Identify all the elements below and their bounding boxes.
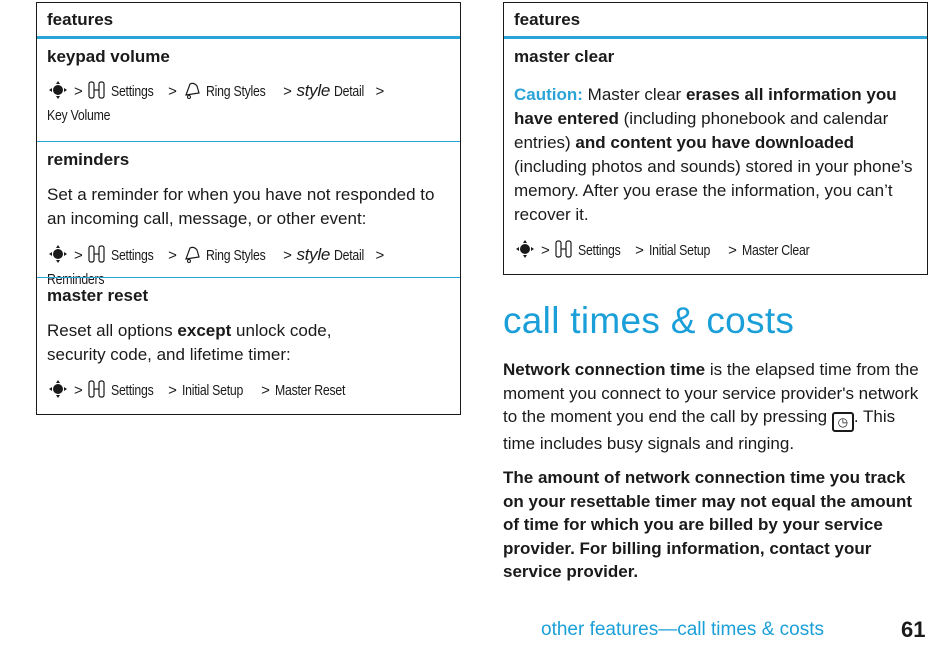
table-row-master-reset bbox=[37, 277, 460, 411]
row-description bbox=[47, 319, 367, 367]
desc-t3: (including photos and sounds) stored in your phone’s memory. After you erase the information, you can’t recover it. bbox=[514, 157, 913, 224]
path-detail: Detail bbox=[333, 247, 364, 264]
path-initial-setup: Initial Setup bbox=[181, 382, 243, 399]
path-master-clear: Master Clear bbox=[741, 242, 810, 259]
row-title: master clear bbox=[514, 47, 615, 66]
nav-key-icon bbox=[47, 81, 69, 99]
desc-t2: (including phonebook and calendar entries) bbox=[514, 109, 889, 152]
menu-path: > Settings > Ring Styles > style Detail >Reminders bbox=[47, 243, 450, 292]
path-settings: Settings bbox=[111, 382, 154, 399]
table-row-keypad-volume bbox=[37, 39, 460, 141]
settings-icon bbox=[87, 380, 107, 398]
nav-key-icon bbox=[47, 380, 69, 398]
menu-path: > Settings > Ring Styles > style Detail > Key Volume bbox=[47, 79, 450, 128]
path-settings: Settings bbox=[111, 247, 154, 264]
desc-bold: except bbox=[177, 321, 232, 340]
path-style: style bbox=[296, 81, 331, 100]
footer-section-label: other features—call times & costs bbox=[541, 619, 824, 640]
table-header: features bbox=[504, 3, 927, 39]
features-table-right bbox=[503, 2, 928, 275]
menu-path: > Settings > Initial Setup > Master Clear bbox=[514, 239, 917, 263]
path-detail: Detail bbox=[333, 83, 364, 100]
section-title: call times & costs bbox=[503, 300, 795, 341]
row-description bbox=[514, 83, 917, 227]
table-row-reminders bbox=[37, 141, 460, 288]
path-reminders: Reminders bbox=[47, 271, 105, 288]
path-ring-styles: Ring Styles bbox=[205, 247, 266, 264]
table-header: features bbox=[37, 3, 460, 39]
menu-path: > Settings > Initial Setup > Master Reset bbox=[47, 379, 450, 403]
p1-bold: Network connection time bbox=[503, 360, 706, 379]
row-title: master reset bbox=[47, 286, 149, 305]
ring-styles-icon bbox=[182, 81, 202, 99]
settings-icon bbox=[554, 240, 574, 258]
desc-b1: erases all information you have entered bbox=[514, 85, 897, 128]
row-description: Set a reminder for when you have not responded to an incoming call, message, or other event: bbox=[47, 185, 435, 228]
nav-key-icon bbox=[514, 240, 536, 258]
path-initial-setup: Initial Setup bbox=[648, 242, 710, 259]
p1-text: is the elapsed time from the moment you connect to your service provider's network to the moment you end the call by pressing bbox=[503, 360, 919, 426]
table-row-master-clear bbox=[504, 39, 927, 263]
features-table-left bbox=[36, 2, 461, 415]
desc-pre: Reset all options bbox=[47, 321, 173, 340]
row-title: keypad volume bbox=[47, 47, 170, 66]
billing-note-paragraph: The amount of network connection time you track on your resettable timer may not equal the amount of time for which you are billed by your service provider. For billing information, contact your service provider. bbox=[503, 468, 913, 581]
path-settings: Settings bbox=[578, 242, 621, 259]
desc-b2: and content you have downloaded bbox=[575, 133, 855, 152]
end-key-icon: ◷ bbox=[832, 412, 854, 432]
p1-end: . This time includes busy signals and ringing. bbox=[503, 407, 896, 453]
settings-icon bbox=[87, 81, 107, 99]
path-key-volume: Key Volume bbox=[47, 107, 111, 124]
desc-post: unlock code, security code, and lifetime timer: bbox=[47, 321, 332, 364]
path-settings: Settings bbox=[111, 83, 154, 100]
network-connection-paragraph bbox=[503, 358, 923, 456]
settings-icon bbox=[87, 245, 107, 263]
desc-t1: Master clear bbox=[587, 85, 682, 104]
nav-key-icon bbox=[47, 245, 69, 263]
path-ring-styles: Ring Styles bbox=[205, 83, 266, 100]
ring-styles-icon bbox=[182, 245, 202, 263]
page-number: 61 bbox=[901, 617, 926, 642]
caution-label: Caution: bbox=[514, 85, 583, 104]
row-title: reminders bbox=[47, 150, 130, 169]
path-style: style bbox=[296, 245, 331, 264]
path-master-reset: Master Reset bbox=[274, 382, 345, 399]
